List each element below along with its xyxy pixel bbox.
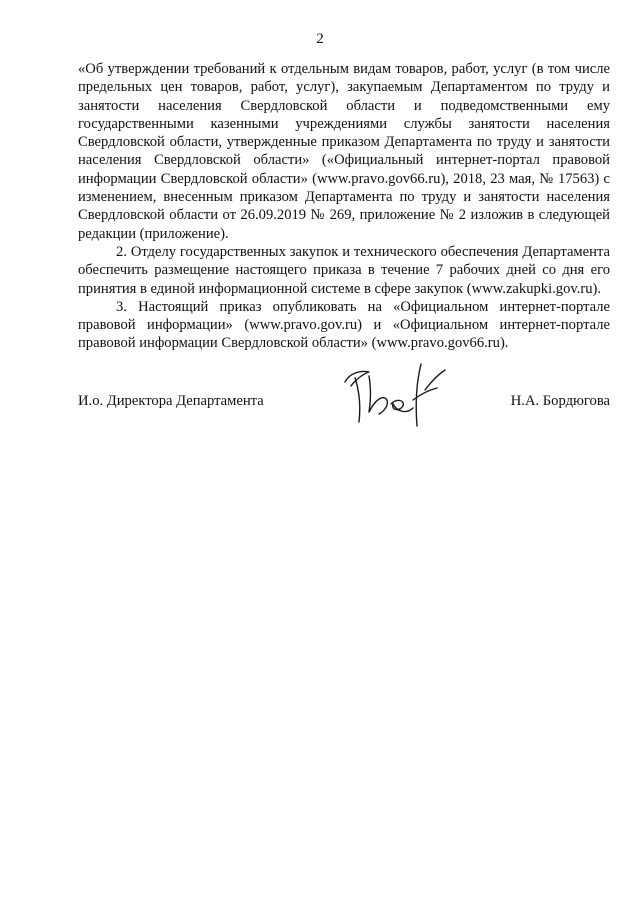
page-number: 2	[316, 31, 324, 47]
signatory-title: И.о. Директора Департамента	[78, 393, 264, 409]
paragraph-continuation: «Об утверждении требований к отдельным видам товаров, работ, услуг (в том числе предельных цен товаров, работ, услуг), закупаемым Департаментом по труду и занятости населения Свердловской области и подведомственными ему государственными казенными учреждениями службы занятости населения Свердловской области, утвержденные приказом Департамента по труду и занятости населения Свердловской области» («Официальный интернет-портал правовой информации Свердловской области» (www.pravo.gov66.ru), 2018, 23 мая, № 17563) с изменением, внесенным приказом Департамента по труду и занятости населения Свердловской области от 26.09.2019 № 269, приложение № 2 изложив в следующей редакции (приложение).	[78, 61, 610, 242]
signature-block	[78, 388, 610, 418]
paragraph-item-3: 3. Настоящий приказ опубликовать на «Официальном интернет-портале правовой информации» (www.pravo.gov.ru) и «Официальном интернет-портале правовой информации Свердловской области» (www.pravo.gov66.ru).	[78, 298, 610, 352]
paragraph-item-2: 2. Отделу государственных закупок и технического обеспечения Департамента обеспечить размещение настоящего приказа в течение 7 рабочих дней со дня его принятия в единой информационной системе в сфере закупок (www.zakupki.gov.ru).	[78, 243, 610, 297]
signatory-name: Н.А. Бордюгова	[510, 393, 610, 409]
document-body	[78, 60, 610, 353]
